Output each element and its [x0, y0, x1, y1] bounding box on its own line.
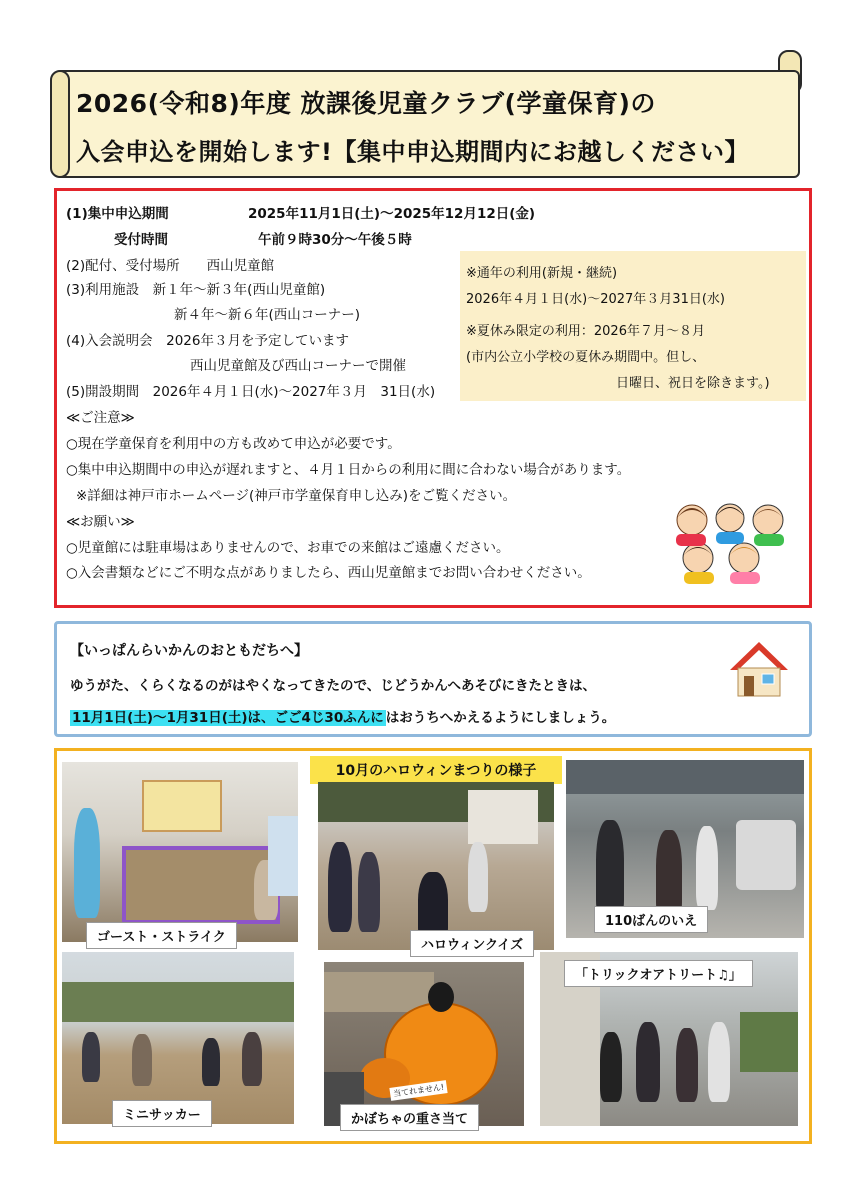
caution-text-2: ○集中申込期間中の申込が遅れますと、４月１日からの利用に間に合わない場合があります。: [66, 462, 631, 478]
briefing-text-1: (4)入会説明会 2026年３月を予定しています: [66, 333, 349, 349]
notice-line-5: 日曜日、祝日を除きます。): [616, 376, 770, 391]
photo-pumpkin-weight: [324, 962, 524, 1126]
time-highlight: 11月1日(土)～1月31日(土)は、ごご4じ30ふんに: [72, 710, 384, 726]
kids-text-1: ゆうがた、くらくなるのがはやくなってきたので、じどうかんへあそびにきたときは、: [70, 678, 596, 694]
kids-heading: 【いっぱんらいかんのおともだちへ】: [70, 643, 308, 659]
hours-label: 受付時間: [114, 232, 168, 248]
photo-ghost-strike: [62, 762, 298, 942]
period-label: (1)集中申込期間: [66, 206, 169, 222]
request-text-1: ○児童館には駐車場はありませんので、お車での来館はご遠慮ください。: [66, 540, 510, 556]
hours-value: 午前９時30分～午後５時: [258, 232, 412, 248]
house-icon: [728, 640, 790, 698]
caution-heading: ≪ご注意≫: [66, 410, 135, 426]
pumpkin-sign: 当てれません!: [389, 1080, 447, 1101]
notice-line-4: (市内公立小学校の夏休み期間中。但し、: [466, 350, 706, 365]
kids-text-2-rest: はおうちへかえるようにしましょう。: [385, 710, 616, 726]
facility-text-1: (3)利用施設 新１年～新３年(西山児童館): [66, 282, 326, 298]
photo-halloween-quiz: [318, 782, 554, 950]
page-title-line2: 入会申込を開始します!【集中申込期間内にお越しください】: [76, 138, 749, 166]
photo-section-title: 10月のハロウィンまつりの様子: [310, 756, 562, 784]
period-value: 2025年11月1日(土)～2025年12月12日(金): [248, 206, 536, 222]
request-heading: ≪お願い≫: [66, 514, 135, 530]
caption-110-house: 110ばんのいえ: [594, 906, 708, 933]
place-text: (2)配付、受付場所 西山児童館: [66, 258, 275, 274]
caption-mini-soccer: ミニサッカー: [112, 1100, 212, 1127]
caption-trick-or-treat: 「トリックオアトリート♫」: [564, 960, 753, 987]
caption-pumpkin-weight: かぼちゃの重さ当て: [340, 1104, 479, 1131]
caution-text-3: ※詳細は神戸市ホームページ(神戸市学童保育申し込み)をご覧ください。: [76, 488, 517, 504]
kids-text-2: [70, 706, 615, 726]
caption-halloween-quiz: ハロウィンクイズ: [410, 930, 534, 957]
briefing-text-2: 西山児童館及び西山コーナーで開催: [190, 358, 406, 374]
request-text-2: ○入会書類などにご不明な点がありましたら、西山児童館までお問い合わせください。: [66, 565, 591, 581]
photo-mini-soccer: [62, 952, 294, 1124]
notice-line-3: ※夏休み限定の利用：2026年７月～８月: [466, 324, 705, 339]
scroll-curl-icon: [50, 70, 70, 178]
open-period-text: (5)開設期間 2026年４月１日(水)～2027年３月 31日(水): [66, 384, 436, 400]
children-illustration-icon: [668, 496, 792, 588]
caution-text-1: ○現在学童保育を利用中の方も改めて申込が必要です。: [66, 436, 401, 452]
facility-text-2: 新４年～新６年(西山コーナー): [174, 307, 361, 323]
page-title-line1: 2026(令和8)年度 放課後児童クラブ(学童保育)の: [76, 89, 656, 118]
notice-line-2: 2026年４月１日(水)～2027年３月31日(水): [466, 292, 725, 307]
caption-ghost-strike: ゴースト・ストライク: [86, 922, 237, 949]
notice-line-1: ※通年の利用(新規・継続): [466, 266, 618, 281]
